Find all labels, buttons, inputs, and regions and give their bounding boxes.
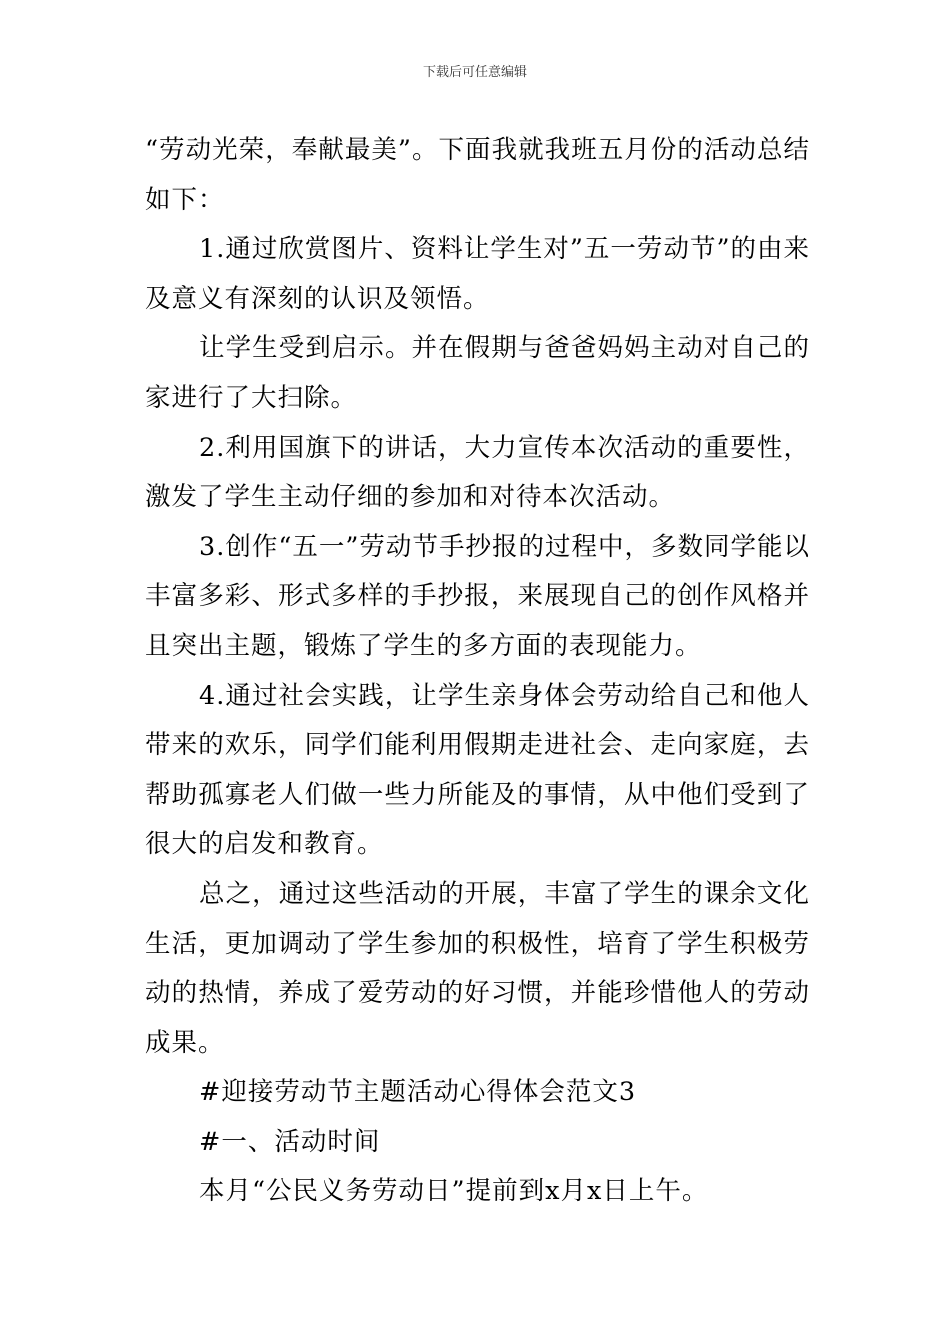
paragraph-item-4: 4.通过社会实践，让学生亲身体会劳动给自己和他人带来的欢乐，同学们能利用假期走进社会、走向家庭，去帮助孤寡老人们做一些力所能及的事情，从中他们受到了很大的启发和教育。 [145, 680, 810, 860]
section-heading-essay-3: #迎接劳动节主题活动心得体会范文3 [199, 1077, 637, 1108]
paragraph-conclusion: 总之，通过这些活动的开展，丰富了学生的课余文化生活，更加调动了学生参加的积极性，培育了学生积极劳动的热情，养成了爱劳动的好习惯，并能珍惜他人的劳动成果。 [145, 878, 810, 1058]
paragraph-summary-intro: “劳动光荣，奉献最美”。下面我就我班五月份的活动总结如下： [145, 135, 810, 215]
document-body [145, 126, 810, 1217]
paragraph-activity-date: 本月“公民义务劳动日”提前到x月x日上午。 [199, 1176, 709, 1207]
page-header-note: 下载后可任意编辑 [422, 65, 527, 80]
section-heading-activity-time: #一、活动时间 [199, 1126, 381, 1157]
paragraph-item-1: 1.通过欣赏图片、资料让学生对”五一劳动节”的由来及意义有深刻的认识及领悟。 [145, 234, 810, 314]
paragraph-item-1-cont: 让学生受到启示。并在假期与爸爸妈妈主动对自己的家进行了大扫除。 [145, 333, 810, 413]
paragraph-item-2: 2.利用国旗下的讲话，大力宣传本次活动的重要性，激发了学生主动仔细的参加和对待本次活动。 [145, 432, 810, 513]
paragraph-item-3: 3.创作“五一”劳动节手抄报的过程中，多数同学能以丰富多彩、形式多样的手抄报，来展现自己的创作风格并且突出主题，锻炼了学生的多方面的表现能力。 [145, 531, 810, 661]
